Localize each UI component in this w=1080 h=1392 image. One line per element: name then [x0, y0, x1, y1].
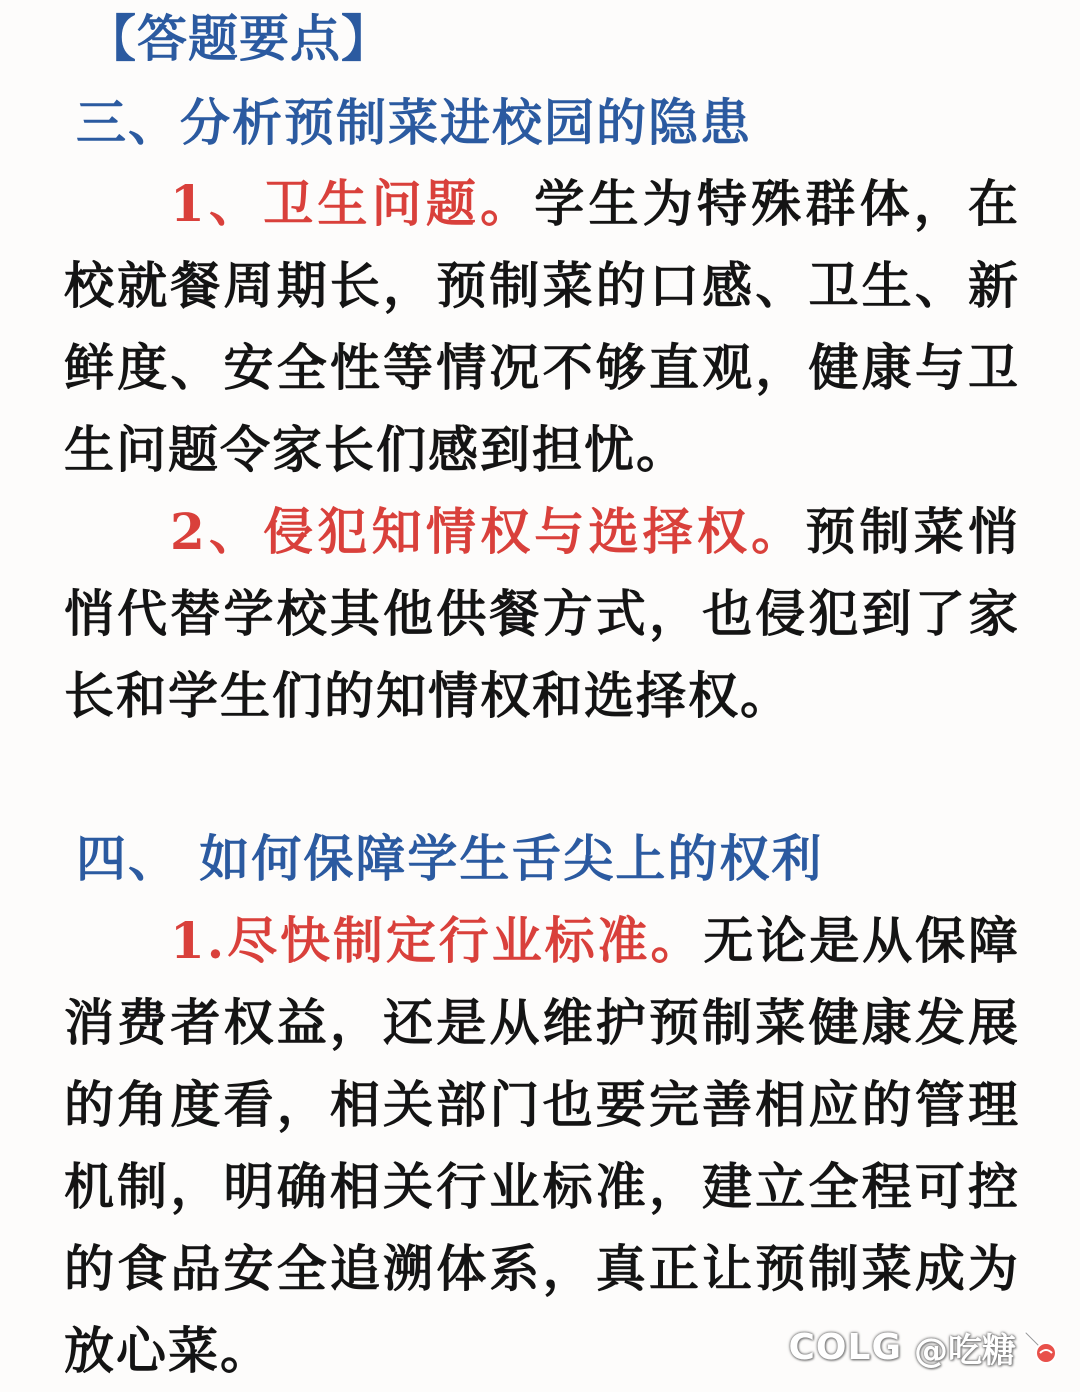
point-body: 无论是从保障消费者权益，还是从维护预制菜健康发展的角度看，相关部门也要完善相应的管理机制，明确相关行业标准，建立全程可控的食品安全追溯体系，真正让预制菜成为放心菜。	[64, 911, 1021, 1380]
point-body: 预制菜悄悄代替学校其他供餐方式，也侵犯到了家长和学生们的知情权和选择权。	[64, 502, 1020, 725]
point-paragraph	[64, 900, 1020, 1392]
watermark-handle: @吃糖	[914, 1330, 1016, 1371]
point-paragraph	[64, 491, 1020, 737]
point-heading: 1、卫生问题。	[170, 174, 535, 233]
point-heading: 1.尽快制定行业标准。	[170, 911, 704, 970]
point-heading: 2、侵犯知情权与选择权。	[170, 502, 806, 561]
colg-logo: COLG	[788, 1326, 902, 1368]
candy-icon	[1020, 1327, 1060, 1367]
watermark	[788, 1321, 1060, 1373]
section-title-3: 三、分析预制菜进校园的隐患	[76, 93, 752, 152]
point-paragraph	[64, 163, 1020, 491]
bracket-title: 【答题要点】	[86, 9, 392, 68]
section-title-4: 四、 如何保障学生舌尖上的权利	[76, 829, 824, 888]
point-body: 学生为特殊群体，在校就餐周期长，预制菜的口感、卫生、新鲜度、安全性等情况不够直观，健康与卫生问题令家长们感到担忧。	[64, 174, 1021, 479]
